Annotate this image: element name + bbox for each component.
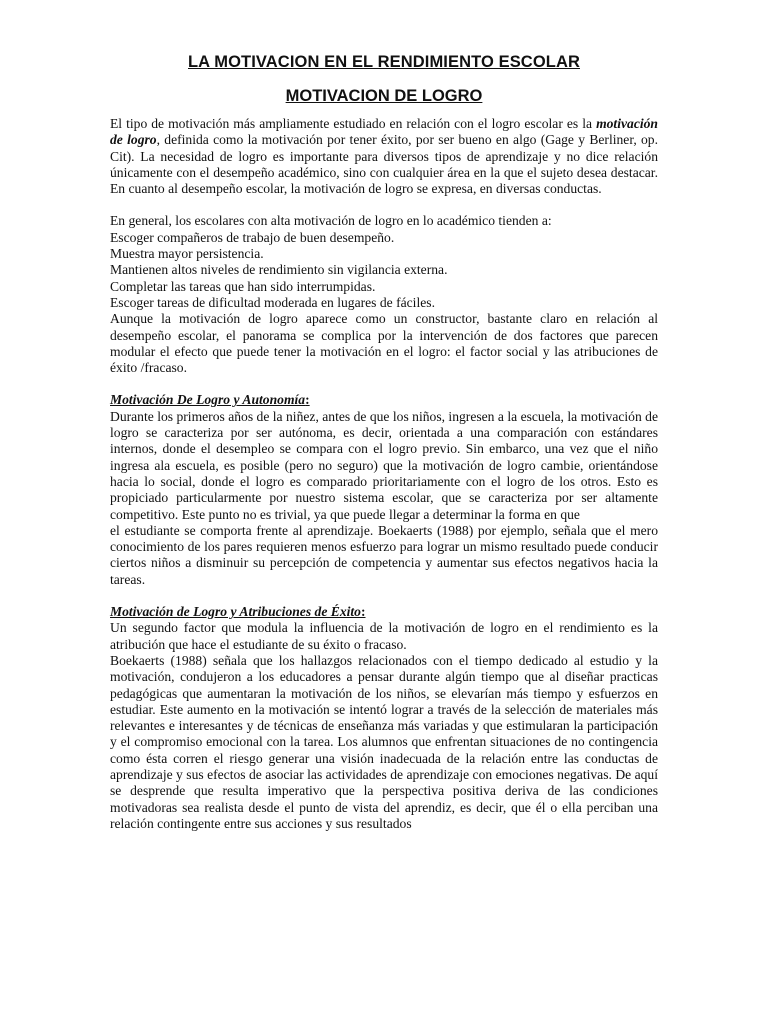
intro-text-before: El tipo de motivación más ampliamente estudiado en relación con el logro escolar es la — [110, 116, 597, 131]
section-heading-autonomy-text: Motivación De Logro y Autonomía — [110, 392, 306, 408]
section-attributions-paragraph-2: Boekaerts (1988) señala que los hallazgos relacionados con el tiempo dedicado al estudio y la motivación, condujeron a los educadores a pensar durante algún tiempo que al diseñar practicas pedagógicas que aumentaran la motivación de los niños, se elevarían más tiempo y esfuerzos en estudiar. Este aumento en la motivación se intentó lograr a través de la selección de materiales más relevantes e interesantes y de técnicas de enseñanza más variadas y que estimularan la participación y el compromiso emocional con la tarea. Los alumnos que enfrentan situaciones de no contingencia como ésta corren el riesgo generar una visión inadecuada de la relación entre las conductas de aprendizaje y sus efectos de asociar las actividades de aprendizaje con emociones negativas. De aquí se desprende que resulta imperativo que la perspectiva positiva deriva de las condiciones motivadoras sea realista desde el punto de vista del aprendiz, es decir, que él o ella perciban una relación contingente entre sus acciones y sus resultados — [110, 652, 658, 831]
section-heading-colon: : — [305, 392, 310, 408]
paragraph-after-list: Aunque la motivación de logro aparece como un constructor, bastante claro en relación al desempeño escolar, el panorama se complica por la intervención de dos factores que parecen modular el efecto que puede tener la motivación en el logro: el factor social y las atribuciones de éxito /fracaso. — [110, 311, 658, 376]
trait-list — [110, 230, 658, 311]
section-heading-colon: : — [360, 604, 366, 620]
list-item: Completar las tareas que han sido interrumpidas. — [110, 278, 376, 294]
list-item: Escoger tareas de dificultad moderada en lugares de fáciles. — [110, 294, 435, 310]
section-autonomy-paragraph-1: Durante los primeros años de la niñez, antes de que los niños, ingresen a la escuela, la motivación de logro se caracteriza por ser autónoma, es decir, orientada a una comparación con estándares internos, donde el desempleo se compara con el logro previo. Sin embarco, una vez que el niño ingresa ala escuela, es posible (pero no seguro) que la motivación de logro cambie, orientándose hacia lo social, donde el logro es comparado prioritariamente con el logro de los otros. Esto es propiciado particularmente por nuestro sistema escolar, que se caracteriza por ser altamente competitivo. Este punto no es trivial, ya que puede llegar a determinar la forma en que — [110, 408, 658, 522]
document-page — [110, 50, 658, 832]
section-heading-attributions — [110, 604, 658, 620]
document-subtitle: MOTIVACION DE LOGRO — [285, 87, 483, 105]
intro-key-term: motivación de logro — [110, 116, 658, 148]
section-heading-autonomy — [110, 392, 658, 408]
intro-text-after: , definida como la motivación por tener éxito, por ser bueno en algo (Gage y Berliner, op. Cit). La necesidad de logro es importante para diversos tipos de aprendizaje y no dice relación únicamente con el desempeño académico, sino con cualquier área en la que el sujeto desea destacar. En cuanto al desempeño escolar, la motivación de logro se expresa, en diversas conductas. — [110, 132, 658, 197]
paragraph-spacer — [110, 588, 658, 604]
paragraph-spacer — [110, 376, 658, 392]
intro-paragraph — [110, 116, 658, 197]
paragraph-spacer — [110, 197, 658, 213]
list-item: Muestra mayor persistencia. — [110, 246, 264, 262]
section-autonomy-paragraph-2: el estudiante se comporta frente al aprendizaje. Boekaerts (1988) por ejemplo, señala que el mero conocimiento de los pares requieren menos esfuerzo para lograr un mismo resultado puede conducir ciertos niños a disminuir su percepción de competencia y aumentar sus efectos negativos hacia la tareas. — [110, 522, 658, 587]
section-heading-attributions-text: Motivación de Logro y Atribuciones de Éxito — [110, 604, 361, 620]
section-attributions-paragraph-1: Un segundo factor que modula la influencia de la motivación de logro en el rendimiento es la atribución que hace el estudiante de su éxito o fracaso. — [110, 620, 658, 652]
list-item: Escoger compañeros de trabajo de buen desempeño. — [110, 229, 395, 245]
list-intro: En general, los escolares con alta motivación de logro en lo académico tienden a: — [110, 213, 552, 229]
document-title: LA MOTIVACION EN EL RENDIMIENTO ESCOLAR — [188, 53, 580, 71]
list-item: Mantienen altos niveles de rendimiento sin vigilancia externa. — [110, 262, 448, 278]
